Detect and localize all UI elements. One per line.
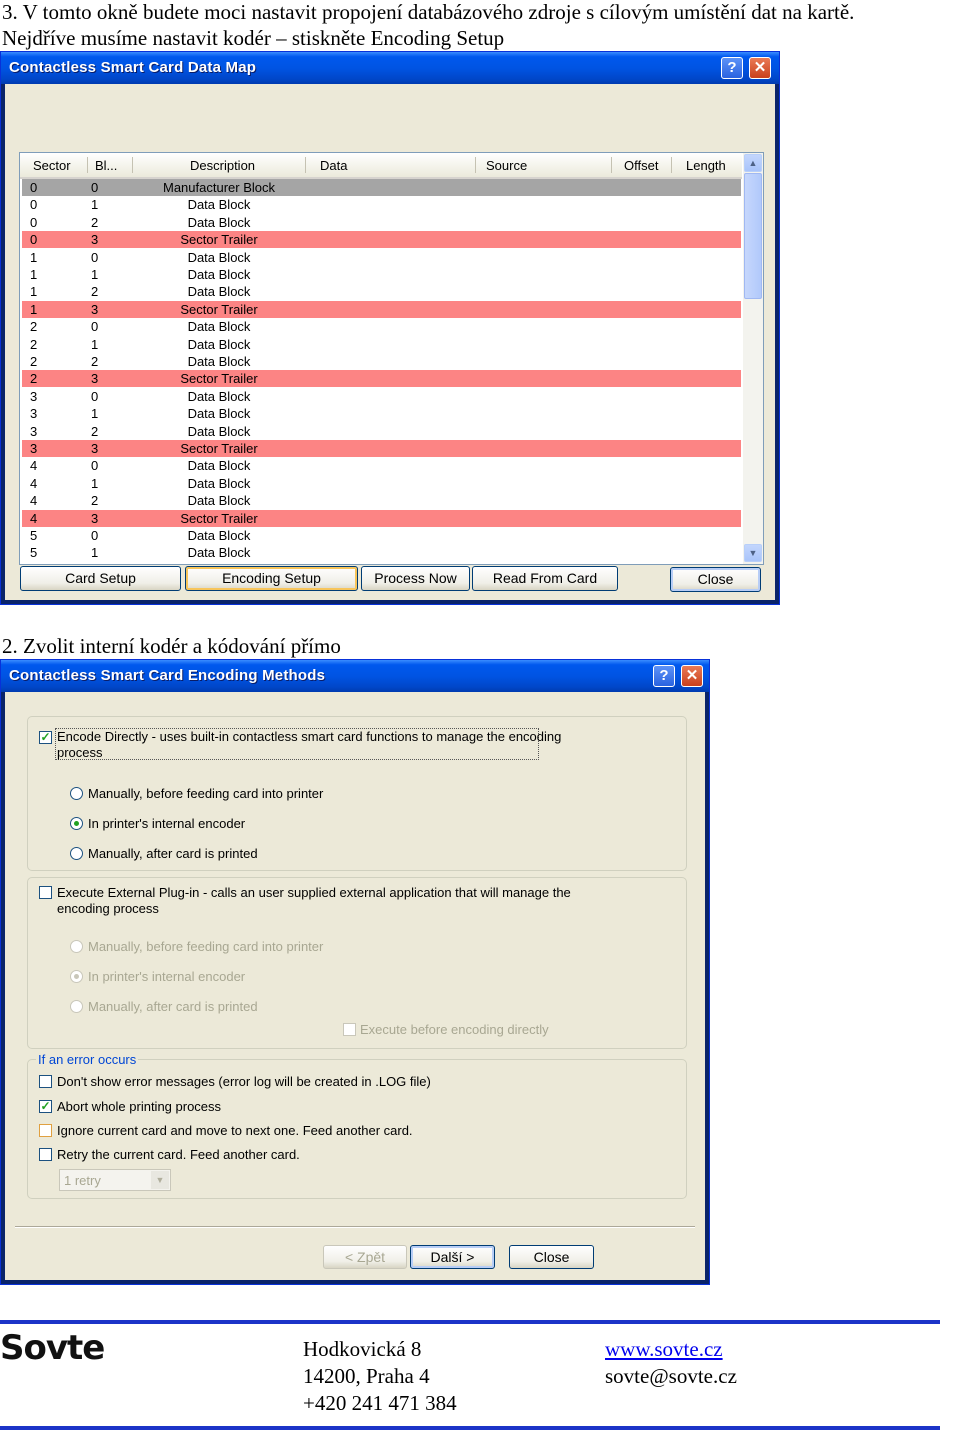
grid-header <box>20 153 742 179</box>
data-map-client <box>5 84 775 600</box>
table-row[interactable]: 1 0 Data Block <box>30 249 251 265</box>
table-row[interactable]: 3 2 Data Block <box>30 423 251 439</box>
row-sector: 2 <box>30 336 38 352</box>
row-sector: 4 <box>30 458 38 474</box>
row-sector: 1 <box>30 267 38 282</box>
table-row[interactable]: 0 2 Data Block <box>30 214 251 230</box>
data-map-window <box>0 51 780 605</box>
footer-top-rule <box>0 1320 940 1324</box>
external-plugin-checkbox[interactable] <box>39 886 52 899</box>
external-plugin-label-1: Execute External Plug-in - calls an user supplied external application that will manage the <box>57 885 571 900</box>
step2-text: 2. Zvolit interní kodér a kódování přímo <box>2 634 341 658</box>
footer-phone: +420 241 471 384 <box>303 1391 457 1415</box>
row-sector: 0 <box>30 180 38 195</box>
column-separator[interactable] <box>305 157 306 173</box>
column-separator[interactable] <box>87 157 88 173</box>
footer-web-link[interactable]: www.sovte.cz <box>605 1337 723 1361</box>
direct-before-radio[interactable] <box>70 787 83 800</box>
footer-email[interactable]: sovte@sovte.cz <box>605 1364 737 1388</box>
column-header[interactable]: Bl... <box>95 158 118 173</box>
column-header[interactable]: Length <box>686 158 726 173</box>
column-header[interactable]: Description <box>190 158 256 173</box>
process-now-button[interactable]: Process Now <box>361 566 470 591</box>
table-row[interactable]: 4 1 Data Block <box>30 475 251 491</box>
error-group-title: If an error occurs <box>38 1052 137 1067</box>
table-row[interactable]: 2 0 Data Block <box>30 319 251 335</box>
row-sector: 0 <box>30 197 38 213</box>
row-block: 1 <box>91 267 99 282</box>
row-block: 0 <box>91 249 99 265</box>
row-block: 0 <box>91 458 99 474</box>
table-row[interactable]: 0 0 Manufacturer Block <box>22 179 741 196</box>
grid-scrollbar[interactable] <box>743 153 763 564</box>
table-row[interactable]: 3 1 Data Block <box>30 406 251 422</box>
next-button[interactable]: Další > <box>410 1245 495 1269</box>
divider <box>15 1226 695 1228</box>
footer-address-2: 14200, Praha 4 <box>303 1364 430 1388</box>
help-button[interactable]: ? <box>721 57 743 79</box>
table-row[interactable]: 0 3 Sector Trailer <box>22 231 741 248</box>
direct-before-label: Manually, before feeding card into printer <box>88 786 324 801</box>
direct-internal-label: In printer's internal encoder <box>88 816 246 831</box>
external-after-label: Manually, after card is printed <box>88 999 258 1014</box>
table-row[interactable]: 4 0 Data Block <box>30 458 251 474</box>
table-row[interactable]: 3 0 Data Block <box>30 388 251 404</box>
row-block: 3 <box>91 441 99 456</box>
encode-directly-label-2: process <box>57 745 103 760</box>
ignore-card-label: Ignore current card and move to next one. Feed another card. <box>57 1123 413 1138</box>
row-sector: 2 <box>30 319 38 335</box>
row-block: 2 <box>91 354 99 369</box>
sovte-logo: Sovte <box>0 1328 105 1368</box>
row-block: 3 <box>91 371 99 387</box>
table-row[interactable]: 5 1 Data Block <box>30 545 251 561</box>
row-sector: 3 <box>30 406 38 422</box>
table-row[interactable]: 1 3 Sector Trailer <box>22 301 741 318</box>
table-row[interactable]: 2 1 Data Block <box>30 336 251 352</box>
data-map-title: Contactless Smart Card Data Map <box>9 59 257 76</box>
encoding-methods-window <box>0 659 710 1285</box>
scroll-up-icon[interactable]: ▲ <box>744 154 762 172</box>
row-sector: 3 <box>30 441 38 456</box>
row-block: 1 <box>91 475 99 491</box>
row-sector: 5 <box>30 545 38 561</box>
encode-directly-label-1: Encode Directly - uses built-in contactless smart card functions to manage the encoding <box>57 729 562 744</box>
data-map-grid[interactable] <box>19 152 764 565</box>
row-block: 2 <box>91 493 99 509</box>
table-row[interactable]: 5 0 Data Block <box>30 528 251 543</box>
external-internal-radio[interactable] <box>70 970 83 983</box>
close-button-2[interactable]: Close <box>509 1245 594 1269</box>
encoding-client <box>5 692 705 1280</box>
table-row[interactable]: 3 3 Sector Trailer <box>22 440 741 457</box>
column-separator[interactable] <box>475 157 476 173</box>
footer-bottom-rule <box>0 1426 940 1430</box>
close-window-button-2[interactable]: ✕ <box>681 665 703 687</box>
row-block: 2 <box>91 284 99 300</box>
row-block: 0 <box>91 528 99 543</box>
close-button[interactable]: Close <box>670 567 761 592</box>
back-button[interactable]: < Zpět <box>323 1245 407 1269</box>
help-button-2[interactable]: ? <box>653 665 675 687</box>
column-separator[interactable] <box>132 157 133 173</box>
encoding-title: Contactless Smart Card Encoding Methods <box>9 667 326 684</box>
table-row[interactable]: 2 2 Data Block <box>30 354 251 369</box>
row-sector: 4 <box>30 475 38 491</box>
row-block: 3 <box>91 301 99 317</box>
step3-text-line1: 3. V tomto okně budete moci nastavit propojení databázového zdroje s cílovým umístění dat na kartě. <box>2 0 855 24</box>
row-sector: 2 <box>30 354 38 369</box>
column-header[interactable]: Offset <box>624 158 659 173</box>
scroll-down-icon[interactable]: ▼ <box>744 544 762 562</box>
table-row[interactable]: 1 2 Data Block <box>30 284 251 300</box>
retry-count-value: 1 retry <box>64 1173 101 1188</box>
direct-internal-radio[interactable] <box>70 817 83 830</box>
abort-process-checkbox[interactable]: ✓ <box>40 1099 51 1113</box>
row-sector: 4 <box>30 510 38 526</box>
direct-after-label: Manually, after card is printed <box>88 846 258 861</box>
external-before-label: Manually, before feeding card into printer <box>88 939 324 954</box>
no-error-messages-checkbox[interactable] <box>39 1075 52 1088</box>
column-separator[interactable] <box>671 157 672 173</box>
column-header[interactable]: Data <box>320 158 348 173</box>
row-sector: 3 <box>30 423 38 439</box>
close-window-button[interactable]: ✕ <box>749 57 771 79</box>
retry-count-select[interactable] <box>59 1169 171 1191</box>
external-plugin-label-2: encoding process <box>57 901 159 916</box>
footer-web[interactable] <box>605 1336 723 1362</box>
table-row[interactable]: 1 1 Data Block <box>30 267 251 282</box>
retry-card-label: Retry the current card. Feed another card. <box>57 1147 300 1162</box>
read-from-card-button[interactable]: Read From Card <box>472 566 618 591</box>
encoding-setup-button[interactable]: Encoding Setup <box>185 566 358 591</box>
row-block: 0 <box>91 319 99 335</box>
chevron-down-icon[interactable]: ▼ <box>151 1171 169 1189</box>
row-block: 1 <box>91 545 99 561</box>
row-block: 1 <box>91 336 99 352</box>
row-sector: 1 <box>30 301 38 317</box>
external-before-radio[interactable] <box>70 940 83 953</box>
direct-after-radio[interactable] <box>70 847 83 860</box>
row-block: 1 <box>91 406 99 422</box>
row-sector: 5 <box>30 528 38 543</box>
column-header[interactable]: Source <box>486 158 528 173</box>
column-header[interactable]: Sector <box>33 158 71 173</box>
row-sector: 0 <box>30 214 38 230</box>
encode-directly-checkbox[interactable]: ✓ <box>40 730 51 744</box>
row-block: 2 <box>91 423 99 439</box>
footer-address-1: Hodkovická 8 <box>303 1337 422 1361</box>
row-sector: 0 <box>30 232 38 248</box>
data-map-titlebar <box>1 52 779 84</box>
execute-before-label: Execute before encoding directly <box>360 1022 549 1037</box>
table-row[interactable]: 4 2 Data Block <box>30 493 251 509</box>
row-block: 3 <box>91 232 99 248</box>
row-sector: 1 <box>30 249 38 265</box>
row-sector: 3 <box>30 388 38 404</box>
row-block: 0 <box>91 388 99 404</box>
table-row[interactable]: 4 3 Sector Trailer <box>22 510 741 527</box>
row-sector: 2 <box>30 371 38 387</box>
column-separator[interactable] <box>611 157 612 173</box>
row-block: 0 <box>91 180 99 195</box>
abort-process-label: Abort whole printing process <box>57 1099 222 1114</box>
row-block: 1 <box>91 197 99 213</box>
scroll-thumb[interactable] <box>744 173 762 299</box>
no-error-messages-label: Don't show error messages (error log will be created in .LOG file) <box>57 1074 431 1089</box>
ignore-card-checkbox[interactable] <box>39 1124 52 1137</box>
retry-card-checkbox[interactable] <box>39 1148 52 1161</box>
table-row[interactable]: 0 1 Data Block <box>30 197 251 213</box>
external-after-radio[interactable] <box>70 1000 83 1013</box>
encoding-titlebar <box>1 660 709 692</box>
card-setup-button[interactable]: Card Setup <box>20 566 181 591</box>
row-sector: 1 <box>30 284 38 300</box>
row-block: 3 <box>91 510 99 526</box>
table-row[interactable]: 2 3 Sector Trailer <box>22 370 741 387</box>
external-internal-label: In printer's internal encoder <box>88 969 246 984</box>
row-block: 2 <box>91 214 99 230</box>
step3-text-line2: Nejdříve musíme nastavit kodér – stiskněte Encoding Setup <box>2 26 505 50</box>
execute-before-checkbox[interactable] <box>343 1023 356 1036</box>
row-sector: 4 <box>30 493 38 509</box>
